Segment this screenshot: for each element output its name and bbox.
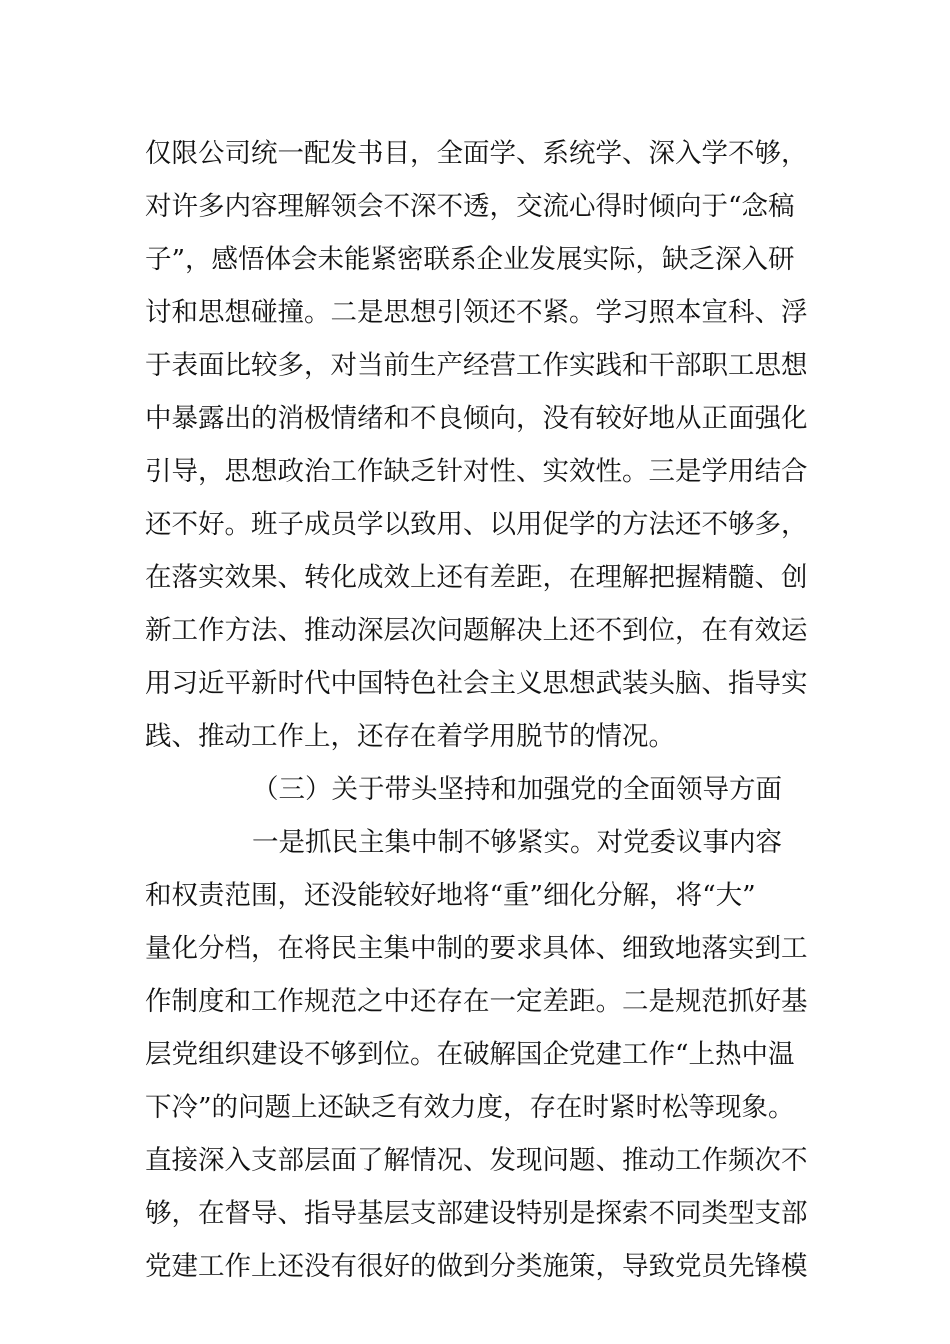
text-line: 一是抓民主集中制不够紧实。对党委议事内容	[252, 827, 782, 858]
text-line: 仅限公司统一配发书目，全面学、系统学、深入学不够，	[145, 138, 808, 169]
text-line: 和权责范围，还没能较好地将“重”细化分解，将“大”	[145, 880, 756, 911]
text-line: 用习近平新时代中国特色社会主义思想武装头脑、指导实	[145, 668, 808, 699]
text-line: 党建工作上还没有很好的做到分类施策，导致党员先锋模	[145, 1251, 808, 1282]
section-heading: （三）关于带头坚持和加强党的全面领导方面	[252, 774, 782, 805]
text-line: 子”，感悟体会未能紧密联系企业发展实际，缺乏深入研	[145, 244, 795, 275]
text-line: 量化分档，在将民主集中制的要求具体、细致地落实到工	[145, 933, 808, 964]
text-line: 够，在督导、指导基层支部建设特别是探索不同类型支部	[145, 1198, 808, 1229]
text-line: 引导，思想政治工作缺乏针对性、实效性。三是学用结合	[145, 456, 808, 487]
text-line: 新工作方法、推动深层次问题解决上还不到位，在有效运	[145, 615, 808, 646]
text-line: 对许多内容理解领会不深不透，交流心得时倾向于“念稿	[145, 191, 795, 222]
text-line: 践、推动工作上，还存在着学用脱节的情况。	[145, 721, 675, 752]
text-line: 作制度和工作规范之中还存在一定差距。二是规范抓好基	[145, 986, 808, 1017]
text-line: 层党组织建设不够到位。在破解国企党建工作“上热中温	[145, 1039, 795, 1070]
text-line: 于表面比较多，对当前生产经营工作实践和干部职工思想	[145, 350, 808, 381]
text-line: 还不好。班子成员学以致用、以用促学的方法还不够多，	[145, 509, 808, 540]
text-line: 下冷”的问题上还缺乏有效力度，存在时紧时松等现象。	[145, 1092, 795, 1123]
text-line: 讨和思想碰撞。二是思想引领还不紧。学习照本宣科、浮	[145, 297, 808, 328]
text-line: 中暴露出的消极情绪和不良倾向，没有较好地从正面强化	[145, 403, 808, 434]
text-line: 直接深入支部层面了解情况、发现问题、推动工作频次不	[145, 1145, 808, 1176]
text-line: 在落实效果、转化成效上还有差距，在理解把握精髓、创	[145, 562, 808, 593]
